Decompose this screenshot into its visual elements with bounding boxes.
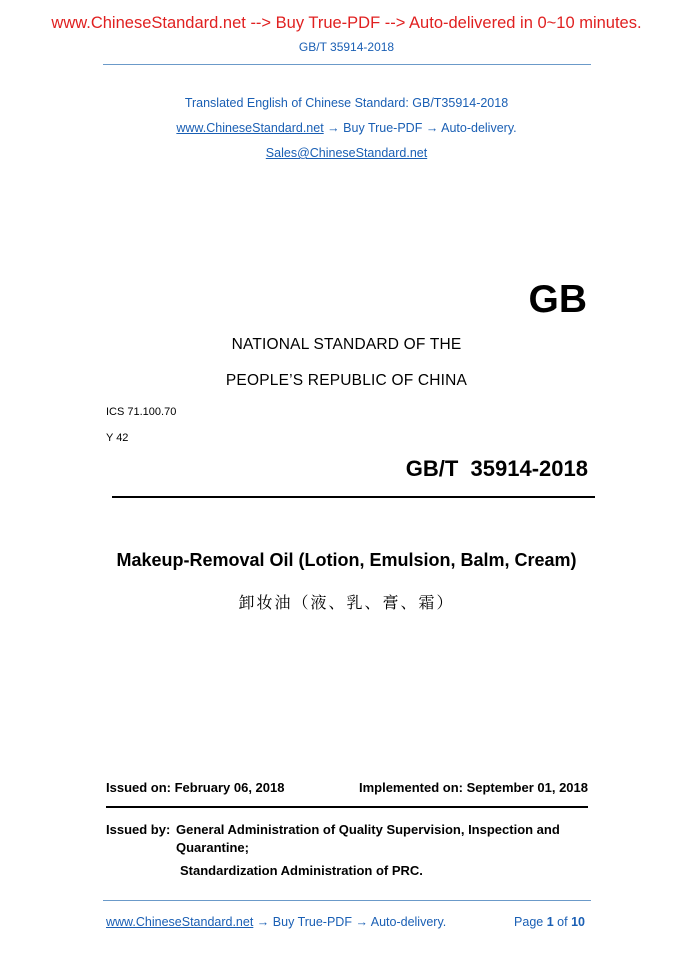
title-divider [112, 496, 595, 498]
auto-delivery-text: Auto-delivery. [441, 121, 517, 135]
header-standard-code: GB/T 35914-2018 [298, 40, 395, 54]
arrow-right-icon: → [425, 121, 439, 135]
translation-notice: Translated English of Chinese Standard: GB/T35914-2018 [184, 96, 509, 110]
sales-email-row [0, 146, 693, 160]
arrow-right-icon: → [327, 121, 340, 135]
page-label: Page [514, 915, 544, 929]
issued-date: Issued on: February 06, 2018 [106, 780, 285, 795]
footer-buy-text: Buy True-PDF [272, 915, 352, 929]
national-standard-line1: NATIONAL STANDARD OF THE [231, 336, 462, 353]
of-label: of [557, 915, 568, 929]
issued-by-label: Issued by: [106, 822, 171, 837]
site-link[interactable]: www.ChineseStandard.net [176, 121, 324, 135]
footer-divider [103, 900, 591, 901]
footer-auto-text: Auto-delivery. [370, 915, 447, 929]
ics-code: ICS 71.100.70 [106, 406, 177, 418]
arrow-right-icon: → [355, 915, 368, 929]
top-banner[interactable]: www.ChineseStandard.net --> Buy True-PDF --> Auto-delivered in 0~10 minutes. [51, 14, 642, 32]
header-divider [103, 64, 591, 65]
gb-mark: GB [528, 278, 587, 321]
document-title-cn: 卸妆油（液、乳、膏、霜） [238, 595, 455, 612]
issuer-org2: Standardization Administration of PRC. [180, 863, 423, 878]
sales-email-link[interactable]: Sales@ChineseStandard.net [265, 146, 428, 160]
arrow-right-icon: → [256, 915, 270, 929]
standard-number: GB/T 35914-2018 [405, 456, 588, 481]
translation-links [0, 121, 693, 135]
issuer-org1-line1: General Administration of Quality Supervision, Inspection and [176, 822, 560, 837]
page-indicator [514, 915, 585, 929]
dates-divider [106, 806, 588, 808]
national-standard-line2: PEOPLE’S REPUBLIC OF CHINA [225, 372, 468, 389]
footer-links [106, 915, 446, 929]
implemented-date: Implemented on: September 01, 2018 [358, 780, 588, 795]
issuer-org1-line2: Quarantine; [176, 840, 249, 855]
ccs-code: Y 42 [106, 432, 129, 444]
document-title-en: Makeup-Removal Oil (Lotion, Emulsion, Balm, Cream) [116, 550, 577, 570]
footer-site-link[interactable]: www.ChineseStandard.net [106, 915, 254, 929]
buy-true-pdf-text: Buy True-PDF [343, 121, 423, 135]
page-total: 10 [571, 915, 585, 929]
page-number: 1 [546, 915, 554, 929]
